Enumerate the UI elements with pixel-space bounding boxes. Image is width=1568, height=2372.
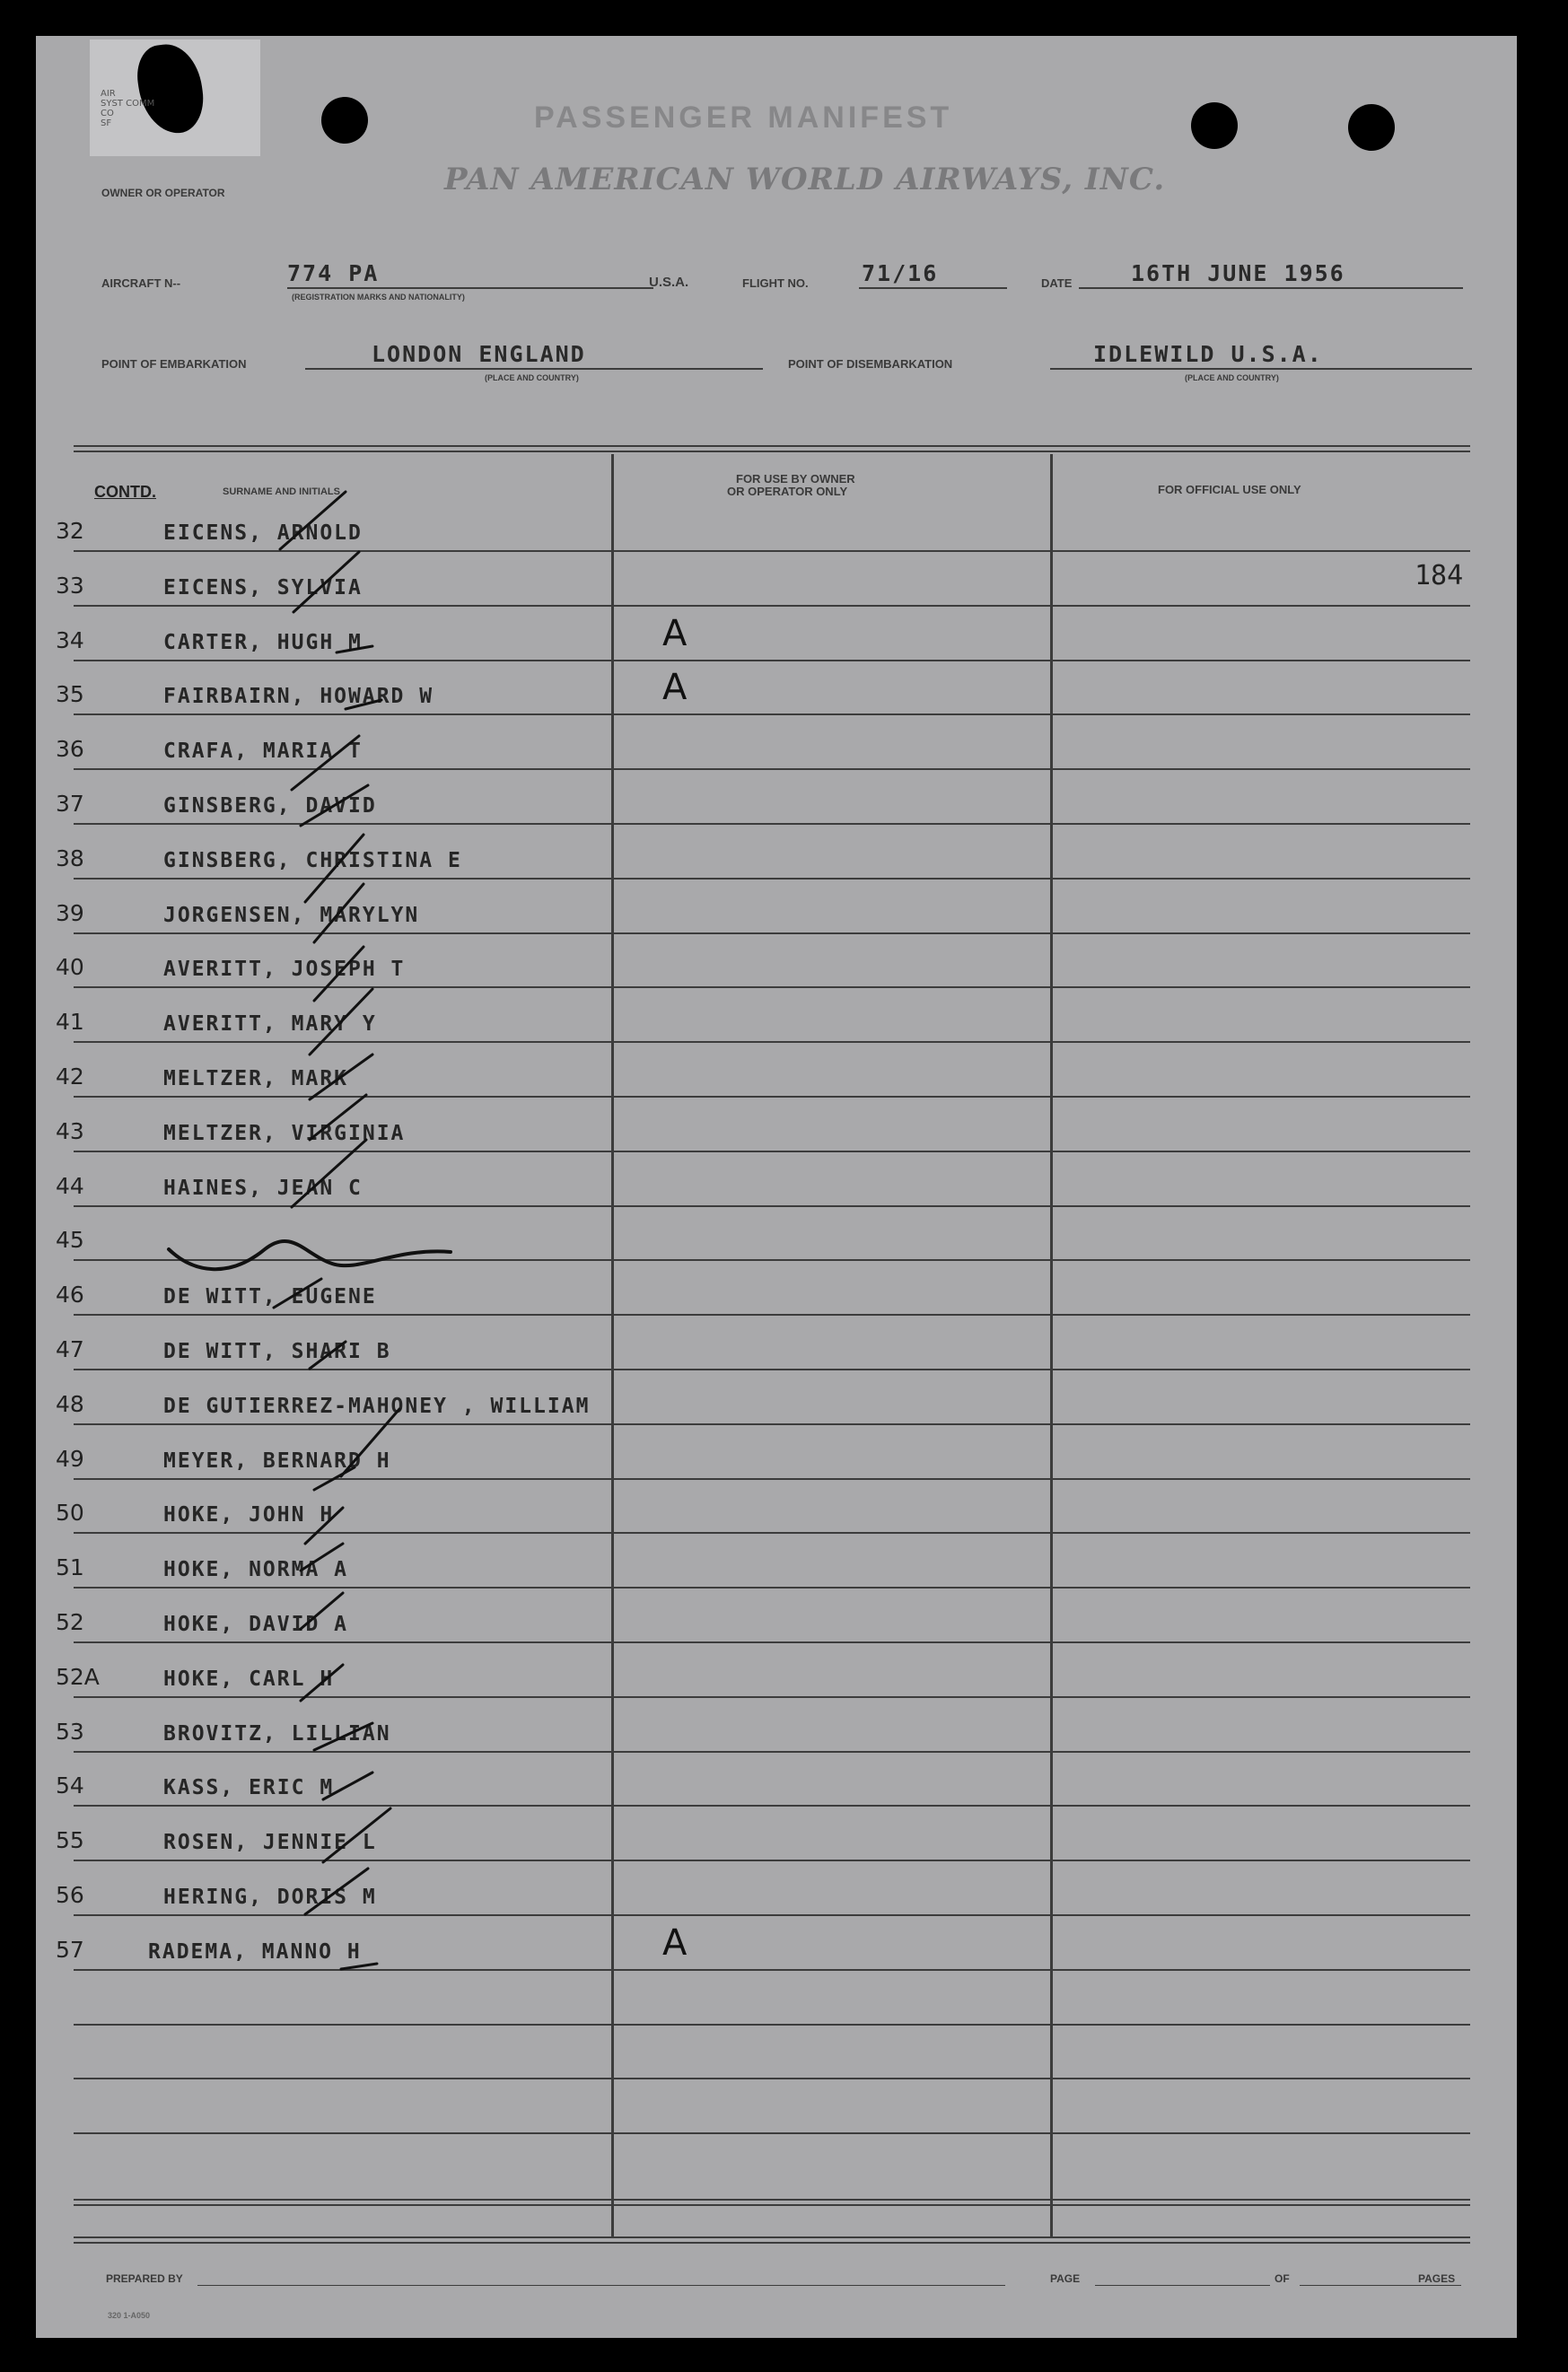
form-number: 320 1-A050 bbox=[108, 2311, 151, 2320]
passenger-name: HERING, DORIS M bbox=[163, 1886, 377, 1909]
tick-mark bbox=[274, 1279, 321, 1308]
row-number: 54 bbox=[56, 1772, 84, 1799]
strike-squiggle bbox=[169, 1241, 451, 1269]
passenger-name: FAIRBAIRN, HOWARD W bbox=[163, 685, 434, 709]
tick-mark bbox=[305, 835, 364, 902]
passenger-name: GINSBERG, CHRISTINA E bbox=[163, 848, 462, 872]
row-number: 41 bbox=[56, 1009, 84, 1036]
row-number: 52 bbox=[56, 1609, 84, 1635]
owner-mark: A bbox=[662, 667, 688, 709]
passenger-name: HOKE, NORMA A bbox=[163, 1558, 349, 1582]
tick-mark bbox=[337, 646, 372, 652]
tick-mark bbox=[310, 989, 372, 1055]
owner-use-header-2: OR OPERATOR ONLY bbox=[727, 485, 848, 498]
date-label: DATE bbox=[1041, 276, 1073, 290]
passenger-name: HOKE, JOHN H bbox=[163, 1503, 335, 1527]
row-number: 52A bbox=[56, 1663, 100, 1690]
row-number: 42 bbox=[56, 1063, 84, 1090]
row-number: 32 bbox=[56, 518, 84, 544]
prepared-by-label: PREPARED BY bbox=[106, 2272, 183, 2285]
handwritten-ticks bbox=[36, 36, 1517, 2338]
row-number: 35 bbox=[56, 681, 84, 708]
pages-label: PAGES bbox=[1418, 2272, 1456, 2285]
tick-mark bbox=[346, 700, 381, 709]
passenger-name: AVERITT, MARY Y bbox=[163, 1012, 377, 1037]
owner-use-header: FOR USE BY OWNER bbox=[736, 472, 855, 486]
passenger-name: AVERITT, JOSEPH T bbox=[163, 958, 406, 982]
tick-mark bbox=[301, 785, 368, 826]
row-number: 56 bbox=[56, 1882, 84, 1908]
tick-mark bbox=[341, 1964, 377, 1969]
row-number: 46 bbox=[56, 1282, 84, 1309]
passenger-name: BROVITZ, LILLIAN bbox=[163, 1721, 391, 1746]
tick-mark bbox=[314, 1467, 355, 1490]
contd-header: CONTD. bbox=[94, 483, 156, 501]
row-number: 36 bbox=[56, 736, 84, 763]
embarkation-value: LONDON ENGLAND bbox=[372, 341, 586, 367]
row-number: 51 bbox=[56, 1554, 84, 1581]
row-number: 44 bbox=[56, 1172, 84, 1199]
row-number: 48 bbox=[56, 1390, 84, 1417]
owner-mark: A bbox=[662, 1921, 688, 1964]
owner-label: OWNER OR OPERATOR bbox=[101, 187, 225, 199]
passenger-name: MELTZER, VIRGINIA bbox=[163, 1121, 406, 1145]
aircraft-label: AIRCRAFT N-- bbox=[101, 276, 181, 290]
embarkation-label: POINT OF EMBARKATION bbox=[101, 357, 247, 371]
tick-mark bbox=[314, 947, 364, 1001]
row-number: 53 bbox=[56, 1718, 84, 1745]
tick-mark bbox=[293, 552, 359, 612]
passenger-name: KASS, ERIC M bbox=[163, 1776, 335, 1800]
passenger-name: MELTZER, MARK bbox=[163, 1067, 349, 1090]
official-use-header: FOR OFFICIAL USE ONLY bbox=[1158, 483, 1301, 496]
tick-mark bbox=[323, 1772, 372, 1799]
row-number: 43 bbox=[56, 1117, 84, 1144]
disembarkation-label: POINT OF DISEMBARKATION bbox=[788, 357, 953, 371]
flight-label: FLIGHT NO. bbox=[742, 276, 809, 290]
tick-mark bbox=[301, 1544, 343, 1571]
passenger-name: RADEMA, MANNO H bbox=[148, 1939, 362, 1964]
row-number: 55 bbox=[56, 1827, 84, 1854]
passenger-name: ROSEN, JENNIE L bbox=[163, 1831, 377, 1855]
tick-mark bbox=[292, 736, 359, 790]
tick-mark bbox=[310, 1055, 372, 1099]
usa-label: U.S.A. bbox=[649, 275, 689, 290]
official-mark: 184 bbox=[1415, 559, 1464, 591]
row-number: 45 bbox=[56, 1227, 84, 1254]
owner-mark: A bbox=[662, 612, 688, 654]
aircraft-value: 774 PA bbox=[287, 260, 380, 286]
surname-header: SURNAME AND INITIALS bbox=[223, 486, 340, 497]
embarkation-caption: (PLACE AND COUNTRY) bbox=[485, 373, 579, 382]
row-number: 39 bbox=[56, 899, 84, 926]
tick-mark bbox=[341, 1409, 399, 1476]
disembarkation-value: IDLEWILD U.S.A. bbox=[1093, 341, 1323, 367]
passenger-name: HAINES, JEAN C bbox=[163, 1176, 363, 1200]
passenger-name: HOKE, CARL H bbox=[163, 1667, 335, 1691]
tick-mark bbox=[314, 884, 364, 942]
passenger-name: EICENS, SYLVIA bbox=[163, 575, 363, 600]
row-number: 49 bbox=[56, 1445, 84, 1472]
disembarkation-caption: (PLACE AND COUNTRY) bbox=[1185, 373, 1279, 382]
registration-caption: (REGISTRATION MARKS AND NATIONALITY) bbox=[292, 293, 465, 302]
passenger-name: CRAFA, MARIA T bbox=[163, 740, 363, 764]
passenger-name: GINSBERG, DAVID bbox=[163, 794, 377, 818]
passenger-name: JORGENSEN, MARYLYN bbox=[163, 903, 420, 927]
row-number: 37 bbox=[56, 791, 84, 817]
row-number: 47 bbox=[56, 1336, 84, 1362]
tick-mark bbox=[310, 1342, 346, 1369]
stamp-text: AIR SYST COMM CO SF bbox=[101, 89, 155, 128]
passenger-name: DE GUTIERREZ-MAHONEY , WILLIAM bbox=[163, 1394, 591, 1418]
tick-mark bbox=[280, 492, 346, 549]
row-number: 33 bbox=[56, 572, 84, 599]
passenger-name: MEYER, BERNARD H bbox=[163, 1449, 391, 1473]
row-number: 34 bbox=[56, 626, 84, 653]
flight-value: 71/16 bbox=[862, 260, 939, 286]
manifest-sheet bbox=[36, 36, 1517, 2338]
row-number: 40 bbox=[56, 954, 84, 981]
page-title: PASSENGER MANIFEST bbox=[534, 101, 953, 135]
passenger-name: HOKE, DAVID A bbox=[163, 1613, 349, 1636]
tick-mark bbox=[292, 1140, 366, 1207]
passenger-name: DE WITT, EUGENE bbox=[163, 1285, 377, 1309]
passenger-name: DE WITT, SHARI B bbox=[163, 1340, 391, 1363]
row-number: 38 bbox=[56, 845, 84, 871]
tick-mark bbox=[314, 1723, 372, 1750]
tick-mark bbox=[305, 1508, 343, 1544]
tick-mark bbox=[323, 1808, 390, 1862]
row-number: 50 bbox=[56, 1500, 84, 1527]
tick-mark bbox=[305, 1869, 368, 1914]
tick-mark bbox=[301, 1665, 343, 1701]
passenger-name: EICENS, ARNOLD bbox=[163, 521, 363, 545]
passenger-name: CARTER, HUGH M bbox=[163, 630, 363, 654]
company-name: PAN AMERICAN WORLD AIRWAYS, INC. bbox=[444, 162, 1166, 197]
tick-mark bbox=[301, 1593, 343, 1629]
of-label: OF bbox=[1275, 2272, 1290, 2285]
date-value: 16TH JUNE 1956 bbox=[1131, 260, 1345, 286]
row-number: 57 bbox=[56, 1936, 84, 1963]
page-label: PAGE bbox=[1050, 2272, 1081, 2285]
tick-mark bbox=[310, 1095, 366, 1140]
